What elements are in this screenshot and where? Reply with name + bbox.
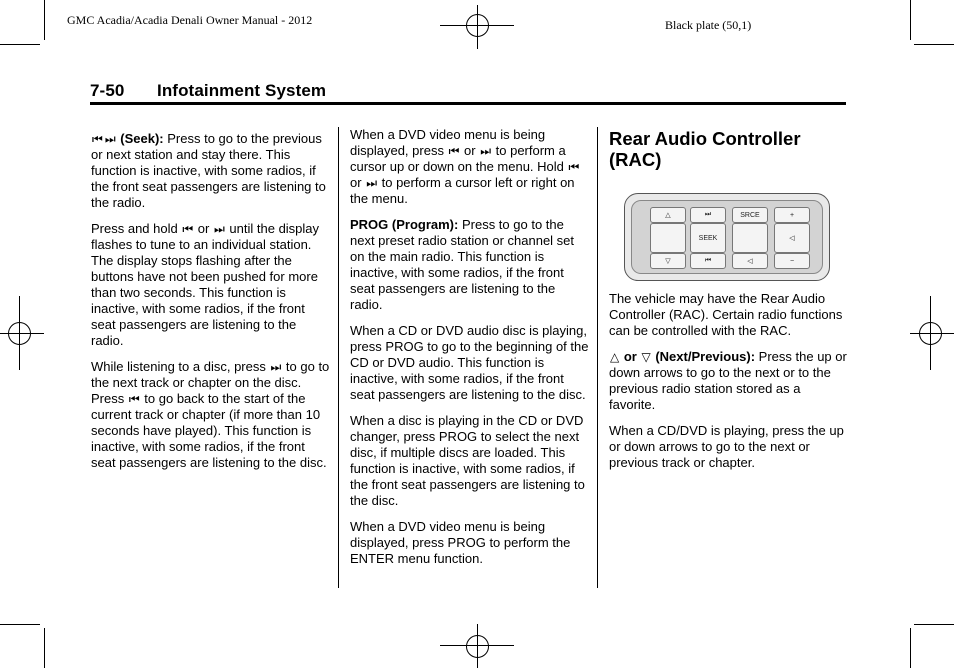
- rac-headphone-button: ◁: [774, 223, 810, 253]
- seek-forward-icon: ⏭: [270, 360, 282, 374]
- column-1: [91, 131, 331, 481]
- text: to go to the next track or chapter on the disc. Press: [91, 359, 330, 406]
- text: until the display flashes to tune to an individual station. The display stops flashing after the buttons have not been pushed for more than two seconds. This function is inactive, with some radios, if the front seat passengers are listening to the radio.: [91, 221, 320, 348]
- text: to go back to the start of the current track or chapter (if more than 10 seconds have played). This function is inactive, with some radios, if the front seat passengers are listening to the disc.: [91, 391, 327, 470]
- rear-audio-controller-image: [624, 193, 830, 281]
- plate-label: Black plate (50,1): [665, 18, 752, 32]
- rac-seek-button: SEEK: [690, 223, 726, 253]
- seek-back-icon: ⏮: [448, 144, 460, 158]
- registration-mark-left: [0, 296, 44, 370]
- section-rule: [90, 102, 846, 105]
- crop-mark: [910, 0, 911, 40]
- column-divider: [597, 127, 598, 588]
- text: or: [197, 221, 210, 236]
- paragraph-dvd-menu: [350, 127, 590, 207]
- column-3: [609, 291, 847, 481]
- text: Press to go to the next preset radio station or channel set on the main radio. This function is inactive, with some radios, if the front seat passengers are listening to the radio.: [350, 217, 575, 312]
- manual-title: GMC Acadia/Acadia Denali Owner Manual - 2012: [67, 13, 313, 27]
- rac-panel: [631, 200, 823, 274]
- paragraph-disc: [91, 359, 331, 471]
- seek-back-icon: ⏮: [568, 160, 580, 174]
- text: or: [623, 349, 637, 364]
- crop-mark: [914, 624, 954, 625]
- text: When a DVD video menu is being displayed, press: [350, 127, 546, 158]
- text: or: [350, 175, 362, 190]
- registration-mark-bottom: [440, 624, 514, 668]
- paragraph-rac-intro: The vehicle may have the Rear Audio Controller (RAC). Certain radio functions can be controlled with the RAC.: [609, 291, 843, 338]
- down-arrow-icon: ▽: [641, 350, 651, 364]
- up-arrow-icon: △: [610, 350, 620, 364]
- text: to perform a cursor left or right on the menu.: [350, 175, 575, 206]
- paragraph-next-prev: [609, 349, 847, 413]
- crop-mark: [914, 44, 954, 45]
- rac-volume-down-button: −: [774, 253, 810, 269]
- seek-label: (Seek):: [120, 131, 164, 146]
- section-header: [90, 81, 326, 101]
- seek-text: Press to go to the previous or next station and stay there. This function is inactive, with some radios, if the front seat passengers are listening to the radio.: [91, 131, 326, 210]
- crop-mark: [0, 624, 40, 625]
- rac-up-button: △: [650, 207, 686, 223]
- rac-next-button: ⏭: [690, 207, 726, 223]
- paragraph-press-hold: [91, 221, 331, 349]
- crop-mark: [910, 628, 911, 668]
- seek-forward-icon: ⏭: [104, 132, 116, 146]
- paragraph-dvd-enter: When a DVD video menu is being displayed, press PROG to perform the ENTER menu function.: [350, 519, 571, 566]
- paragraph-cd-dvd-track: When a CD/DVD is playing, press the up or down arrows to go to the next or previous track or chapter.: [609, 423, 844, 470]
- rac-middle-blank-button: [732, 223, 768, 253]
- rac-prev-button: ⏮: [690, 253, 726, 269]
- registration-mark-right: [910, 296, 954, 370]
- column-2: [350, 127, 590, 577]
- text: to perform a cursor up or down on the menu. Hold: [350, 143, 566, 174]
- seek-back-icon: ⏮: [128, 392, 140, 406]
- crop-mark: [44, 628, 45, 668]
- rac-volume-up-button: +: [774, 207, 810, 223]
- seek-back-icon: ⏮: [182, 222, 194, 236]
- text: Press the up or down arrows to go to the next or to the previous radio station stored as a favorite.: [609, 349, 847, 412]
- paragraph-prog: [350, 217, 590, 313]
- paragraph-seek: [91, 131, 331, 211]
- crop-mark: [44, 0, 45, 40]
- seek-forward-icon: ⏭: [480, 144, 492, 158]
- rac-left-blank-button: [650, 223, 686, 253]
- rac-heading: Rear Audio Controller (RAC): [609, 128, 801, 170]
- text: While listening to a disc, press: [91, 359, 266, 374]
- next-prev-label: (Next/Previous):: [655, 349, 756, 364]
- registration-mark-top: [440, 5, 514, 49]
- rac-srce-button: SRCE: [732, 207, 768, 223]
- crop-mark: [0, 44, 40, 45]
- seek-forward-icon: ⏭: [366, 176, 377, 190]
- paragraph-changer: When a disc is playing in the CD or DVD changer, press PROG to select the next disc, if multiple discs are loaded. This function is inactive, with some radios, if the front seat passengers are listening to the disc.: [350, 413, 585, 508]
- prog-label: PROG (Program):: [350, 217, 459, 232]
- seek-back-icon: ⏮: [92, 132, 103, 146]
- rac-mute-button: ◁: [732, 253, 768, 269]
- column-divider: [338, 127, 339, 588]
- text: Press and hold: [91, 221, 178, 236]
- page-number: 7-50: [90, 81, 125, 100]
- text: or: [464, 143, 476, 158]
- seek-forward-icon: ⏭: [213, 222, 225, 236]
- section-title: Infotainment System: [157, 81, 327, 100]
- rac-down-button: ▽: [650, 253, 686, 269]
- paragraph-cd-dvd: When a CD or DVD audio disc is playing, press PROG to go to the beginning of the CD or DVD audio. This function is inactive, with some radios, if the front seat passengers are listening to the disc.: [350, 323, 589, 402]
